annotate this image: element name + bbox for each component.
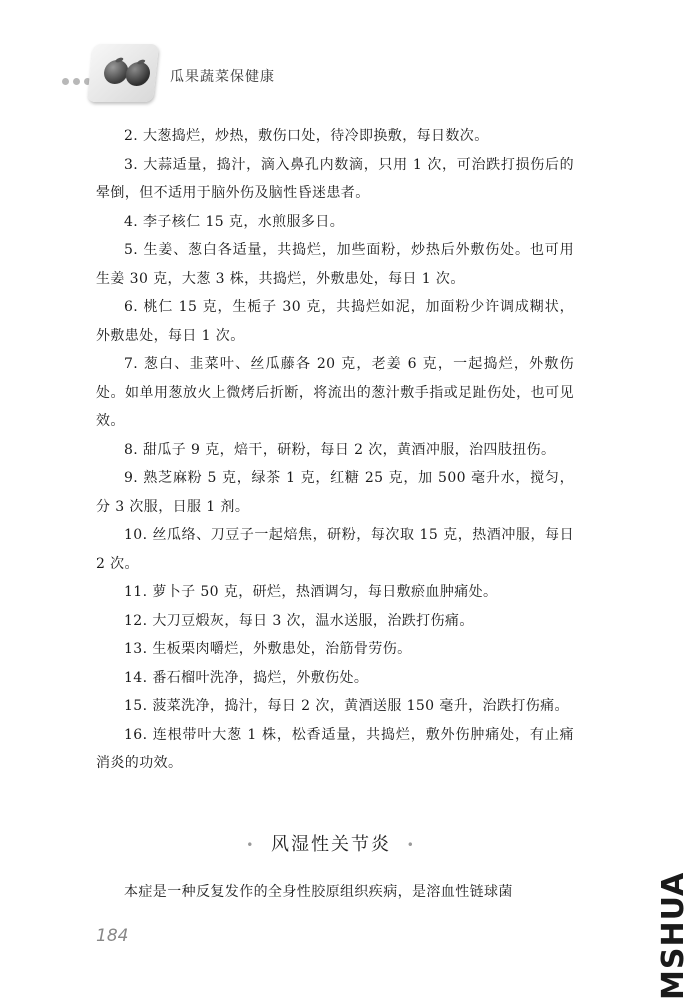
watermark (608, 871, 691, 1000)
paragraph: 12. 大刀豆煅灰，每日 3 次，温水送服，治跌打伤痛。 (124, 612, 474, 629)
section-title: 风湿性关节炎 (271, 834, 391, 855)
paragraph: 15. 菠菜洗净，捣汁，每日 2 次，黄酒送服 150 毫升，治跌打伤痛。 (124, 698, 569, 714)
body-text (96, 122, 574, 778)
paragraph: 13. 生板栗肉嚼烂，外敷患处，治筋骨劳伤。 (124, 641, 412, 657)
paragraph: 10. 丝瓜络、刀豆子一起焙焦，研粉，每次取 15 克，热酒冲服，每日 2 次。 (96, 527, 574, 572)
paragraph: 5. 生姜、葱白各适量，共捣烂，加些面粉，炒热后外敷伤处。也可用生姜 30 克，大葱 3 株，共捣烂，外敷患处，每日 1 次。 (96, 242, 574, 287)
heading-bullet-left: • (246, 838, 256, 852)
paragraph: 11. 萝卜子 50 克，研烂，热酒调匀，每日敷瘀血肿痛处。 (124, 584, 498, 600)
intro-paragraph: 本症是一种反复发作的全身性胶原组织疾病，是溶血性链球菌 (124, 884, 513, 900)
fruit-icon (87, 44, 159, 102)
running-header (62, 44, 362, 106)
paragraph: 2. 大葱捣烂，炒热，敷伤口处，待冷即换敷，每日数次。 (124, 128, 489, 144)
section-heading (0, 830, 662, 856)
watermark-text: MSHUA (656, 871, 691, 1000)
paragraph: 9. 熟芝麻粉 5 克，绿茶 1 克，红糖 25 克，加 500 毫升水，搅匀，分 3 次服，日服 1 剂。 (96, 470, 574, 515)
paragraph: 8. 甜瓜子 9 克，焙干，研粉，每日 2 次，黄酒冲服，治四肢扭伤。 (124, 441, 556, 458)
paragraph: 14. 番石榴叶洗净，捣烂，外敷伤处。 (124, 669, 369, 686)
paragraph: 3. 大蒜适量，捣汁，滴入鼻孔内数滴，只用 1 次，可治跌打损伤后的晕倒，但不适用于脑外伤及脑性昏迷患者。 (96, 156, 574, 201)
paragraph: 6. 桃仁 15 克，生栀子 30 克，共捣烂如泥，加面粉少许调成糊状，外敷患处，每日 1 次。 (96, 299, 574, 344)
paragraph: 16. 连根带叶大葱 1 株，松香适量，共捣烂，敷外伤肿痛处，有止痛消炎的功效。 (96, 726, 574, 771)
paragraph: 7. 葱白、韭菜叶、丝瓜藤各 20 克，老姜 6 克，一起捣烂，外敷伤处。如单用葱放火上微烤后折断，将流出的葱汁敷手指或足趾伤处，也可见效。 (96, 356, 574, 429)
section-intro (96, 878, 574, 907)
paragraph: 4. 李子核仁 15 克，水煎服多日。 (124, 213, 345, 230)
page-number: 184 (96, 926, 129, 946)
heading-bullet-right: • (406, 838, 416, 852)
header-title: 瓜果蔬菜保健康 (170, 69, 275, 85)
